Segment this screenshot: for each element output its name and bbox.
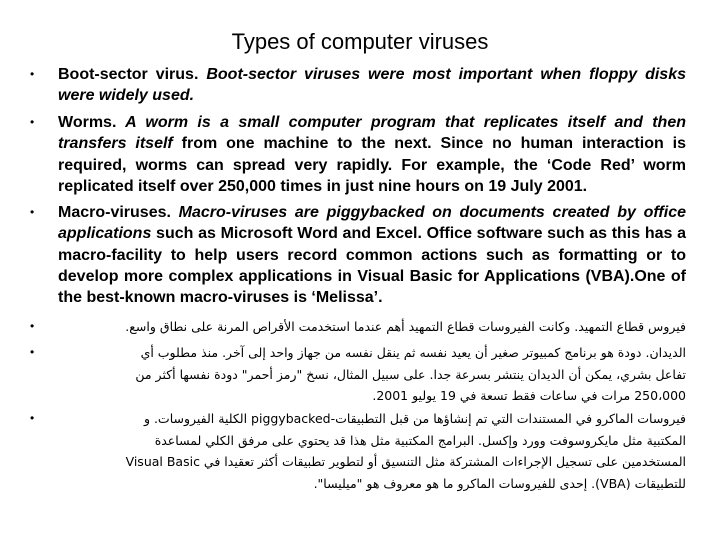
boot-sector-heading: Boot-sector virus. [58,66,199,83]
boot-sector-text-italic: Boot-sector viruses were most important when floppy disks were [58,66,686,105]
bullet-dot: • [30,115,35,129]
arabic-line: للتطبيقات (VBA). إحدى للفيروسات الماكرو ما هو معروف هو "ميليسا". [313,475,686,491]
macro-viruses-heading: Macro-viruses. [58,204,171,221]
arabic-line: المكتبية مثل مايكروسوفت وورد وإكسل. البرامج المكتبية مثل هذا قد يحتوي على مرفق الكلي لمساعدة [154,432,686,448]
arabic-line: الديدان. دودة هو برنامج كمبيوتر صغير أن يعيد نفسه ثم ينقل نفسه من جهاز واحد إلى آخر. منذ مطلوب أي [140,345,686,360]
boot-sector-item [58,64,686,107]
macro-viruses-item [58,202,686,308]
arabic-line: فيروس قطاع التمهيد. وكانت الفيروسات قطاع التمهيد أهم عندما استخدمت الأقراص المرنة على نطاق واسع. [125,319,686,334]
boot-sector-text: widely used. [94,87,195,105]
worms-item [58,112,686,197]
arabic-line: المستخدمين على تسجيل الإجراءات المشتركة مثل التنسيق أو لتطوير تطبيقات أكثر تعقيدا في Visual Basic [125,454,686,469]
arabic-macro-paragraph [58,408,686,494]
arabic-worms-paragraph [58,342,686,407]
bullet-dot: • [30,67,35,81]
macro-viruses-text-italic: Macro-viruses are piggybacked on documents created by office applications [58,204,686,243]
arabic-boot-sector-paragraph [58,316,686,338]
bullet-dot: • [30,205,35,219]
arabic-line: تفاعل بشري، يمكن أن الديدان ينتشر بسرعة جدا. على سبيل المثال، نسخ "رمز أحمر" دودة نفسها أكثر من [135,366,686,382]
bullet-dot: • [30,345,35,359]
arabic-line: فيروسات الماكرو في المستندات التي تم إنشاؤها من قبل التطبيقات-piggybacked الكلية الفيروسات. و [143,411,686,426]
worms-text-italic: A worm is a small computer program that replicates itself and then transfers itself [58,114,686,153]
bullet-dot: • [30,411,35,425]
worms-text: from one machine to the next. Since no human interaction is required, worms can spread very rapidly. For example, the ‘Code Red’ worm replicated itself over 250,000 times in just nine hours on 19 July 2001. [58,135,687,195]
macro-viruses-text: such as Microsoft Word and Excel. Office software such as this has a macro-facility to help users record common actions such as formatting or to develop more complex applications in Visual Basic for Applications (VBA).One of the best-known macro-viruses is ‘Melissa’. [58,225,686,307]
worms-heading: Worms. [58,114,117,131]
bullet-dot: • [30,319,35,333]
slide-title: Types of computer viruses [231,29,489,54]
arabic-line: 250،000 مرات في ساعات فقط تسعة في 19 يوليو 2001. [372,388,686,403]
